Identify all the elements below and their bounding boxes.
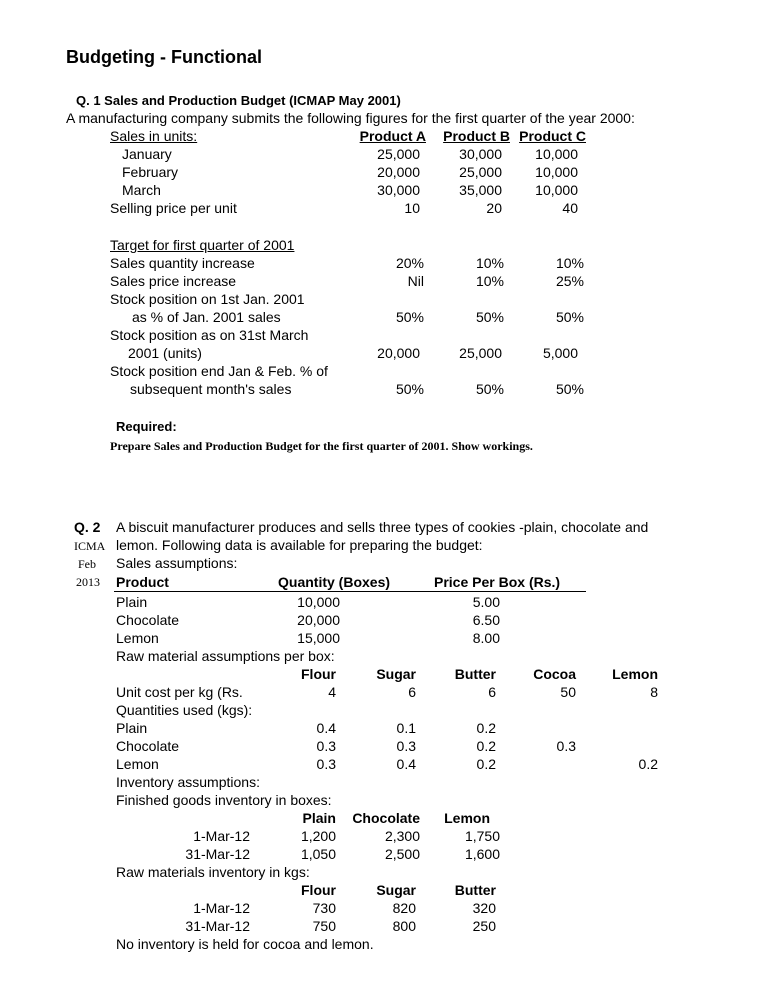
- q2-fg-col: Chocolate: [352, 810, 420, 826]
- q2-quantity-cell: 0.2: [638, 756, 658, 772]
- q1-required-text: Prepare Sales and Production Budget for the first quarter of 2001. Show workings.: [110, 439, 533, 453]
- q2-product-name: Plain: [116, 594, 148, 610]
- q2-raw-material-label: Raw material assumptions per box:: [116, 648, 335, 664]
- q1-col-product-c: Product C: [519, 128, 586, 144]
- q1-row-label: March: [122, 182, 161, 198]
- q2-rm-cell: 820: [392, 900, 416, 916]
- q2-quantity-cell: 0.2: [476, 720, 496, 736]
- q1-cell: 30,000: [377, 182, 420, 198]
- q1-row-label: Stock position as on 31st March: [110, 327, 309, 343]
- q2-fg-label: Finished goods inventory in boxes:: [116, 792, 332, 808]
- q1-required-label: Required:: [116, 419, 177, 434]
- q2-fg-cell: 1,750: [464, 828, 500, 844]
- q2-rm-cell: 730: [312, 900, 336, 916]
- q2-quantity-cell: 0.3: [556, 738, 576, 754]
- q2-rm-date: 1-Mar-12: [193, 900, 250, 916]
- q1-row-label: Sales quantity increase: [110, 255, 255, 271]
- q2-product-qty: 15,000: [297, 630, 340, 646]
- q2-material-header: Flour: [301, 666, 336, 682]
- q2-source-line: ICMA: [74, 539, 106, 553]
- q1-col-product-a: Product A: [359, 128, 426, 144]
- q1-cell: Nil: [407, 273, 424, 289]
- q2-fg-cell: 2,300: [384, 828, 420, 844]
- q2-quantity-cell: 0.2: [476, 738, 496, 754]
- q2-fg-cell: 2,500: [384, 846, 420, 862]
- q1-cell: 20%: [395, 255, 424, 271]
- q2-intro-line: A biscuit manufacturer produces and sells three types of cookies -plain, chocolate and: [116, 519, 649, 535]
- q2-quantity-cell: 0.3: [316, 756, 336, 772]
- q1-row-label: February: [122, 164, 179, 180]
- q1-row-label: Stock position end Jan & Feb. % of: [110, 363, 328, 379]
- q2-product-name: Chocolate: [116, 612, 180, 628]
- q1-row-label: Stock position on 1st Jan. 2001: [110, 291, 305, 307]
- q2-unit-cost-label: Unit cost per kg (Rs.: [116, 684, 243, 700]
- q1-cell: 10%: [475, 255, 504, 271]
- q2-rm-cell: 800: [392, 918, 416, 934]
- q2-product-header-rule: [114, 591, 586, 592]
- q1-row-label: Sales price increase: [110, 273, 237, 289]
- q2-quantities-label: Quantities used (kgs):: [116, 702, 253, 718]
- q2-unit-cost: 4: [328, 684, 336, 700]
- q1-cell: 10%: [475, 273, 504, 289]
- q1-row-label: 2001 (units): [128, 345, 202, 361]
- q1-row-label: as % of Jan. 2001 sales: [132, 309, 281, 325]
- q2-source-line: Feb: [78, 557, 96, 571]
- q1-heading: Q. 1 Sales and Production Budget (ICMAP May 2001): [76, 93, 401, 108]
- q1-cell: 20,000: [377, 345, 420, 361]
- q1-cell: 25,000: [377, 146, 420, 162]
- q2-quantity-cell: 0.4: [316, 720, 336, 736]
- q2-product-price: 6.50: [472, 612, 500, 628]
- q2-rm-col: Sugar: [376, 882, 416, 898]
- q1-cell: 10,000: [535, 146, 578, 162]
- q2-product-qty: 10,000: [297, 594, 340, 610]
- q1-cell: 10: [404, 200, 420, 216]
- q1-cell: 10,000: [535, 164, 578, 180]
- q2-product-header: Product: [116, 574, 169, 590]
- q1-cell: 35,000: [459, 182, 502, 198]
- q2-fg-cell: 1,050: [300, 846, 336, 862]
- q2-fg-col: Lemon: [444, 810, 490, 826]
- q2-quantity-header: Quantity (Boxes): [278, 574, 391, 590]
- q1-cell: 50%: [475, 309, 504, 325]
- q1-cell: 50%: [395, 381, 424, 397]
- q1-row-label: January: [122, 146, 172, 162]
- q1-cell: 10,000: [535, 182, 578, 198]
- q2-unit-cost: 50: [560, 684, 576, 700]
- q1-sales-label: Sales in units:: [110, 128, 198, 144]
- q2-fg-date: 1-Mar-12: [193, 828, 250, 844]
- q2-no-inventory-note: No inventory is held for cocoa and lemon.: [116, 936, 374, 952]
- q1-cell: 20,000: [377, 164, 420, 180]
- q2-material-header: Butter: [454, 666, 496, 682]
- q2-material-header: Sugar: [376, 666, 416, 682]
- q2-quantity-cell: 0.2: [476, 756, 496, 772]
- q2-rm-col: Flour: [301, 882, 336, 898]
- q2-rm-label: Raw materials inventory in kgs:: [116, 864, 310, 880]
- q2-quantity-name: Chocolate: [116, 738, 180, 754]
- q2-rm-cell: 750: [312, 918, 336, 934]
- q1-cell: 25%: [555, 273, 584, 289]
- q2-product-price: 8.00: [472, 630, 500, 646]
- q1-intro: A manufacturing company submits the following figures for the first quarter of the year 2000:: [66, 110, 635, 126]
- q2-quantity-cell: 0.4: [396, 756, 416, 772]
- q2-unit-cost: 6: [488, 684, 496, 700]
- q2-quantity-cell: 0.1: [396, 720, 416, 736]
- q2-quantity-name: Lemon: [116, 756, 159, 772]
- q2-product-qty: 20,000: [297, 612, 340, 628]
- q2-fg-cell: 1,600: [464, 846, 500, 862]
- q2-fg-col: Plain: [302, 810, 336, 826]
- q1-cell: 50%: [395, 309, 424, 325]
- q1-row-label: subsequent month's sales: [130, 381, 292, 397]
- q2-rm-cell: 250: [472, 918, 496, 934]
- q2-price-header: Price Per Box (Rs.): [434, 574, 561, 590]
- q2-unit-cost: 6: [408, 684, 416, 700]
- q2-rm-date: 31-Mar-12: [185, 918, 250, 934]
- q2-quantity-cell: 0.3: [316, 738, 336, 754]
- q1-cell: 25,000: [459, 345, 502, 361]
- q2-product-name: Lemon: [116, 630, 159, 646]
- q2-number: Q. 2: [74, 519, 101, 535]
- q2-quantity-cell: 0.3: [396, 738, 416, 754]
- q1-row-label: Selling price per unit: [110, 200, 237, 216]
- q1-cell: 25,000: [459, 164, 502, 180]
- q2-rm-cell: 320: [472, 900, 496, 916]
- q2-material-header: Cocoa: [533, 666, 576, 682]
- q2-inventory-label: Inventory assumptions:: [116, 774, 260, 790]
- q1-cell: 20: [486, 200, 502, 216]
- q2-product-price: 5.00: [472, 594, 500, 610]
- q1-target-label: Target for first quarter of 2001: [110, 237, 295, 253]
- q1-cell: 50%: [555, 309, 584, 325]
- q1-cell: 30,000: [459, 146, 502, 162]
- q2-source-line: 2013: [76, 575, 100, 589]
- q2-sales-assumptions: Sales assumptions:: [116, 555, 238, 571]
- q1-cell: 5,000: [542, 345, 578, 361]
- q2-unit-cost: 8: [650, 684, 658, 700]
- q2-quantity-name: Plain: [116, 720, 148, 736]
- q2-rm-col: Butter: [454, 882, 496, 898]
- page-title: Budgeting - Functional: [66, 47, 262, 67]
- q1-cell: 50%: [475, 381, 504, 397]
- q2-fg-date: 31-Mar-12: [185, 846, 250, 862]
- q1-cell: 50%: [555, 381, 584, 397]
- q2-material-header: Lemon: [612, 666, 658, 682]
- q1-cell: 10%: [555, 255, 584, 271]
- q1-cell: 40: [562, 200, 578, 216]
- q2-fg-cell: 1,200: [300, 828, 336, 844]
- q1-col-product-b: Product B: [443, 128, 510, 144]
- q2-intro-line: lemon. Following data is available for preparing the budget:: [116, 537, 483, 553]
